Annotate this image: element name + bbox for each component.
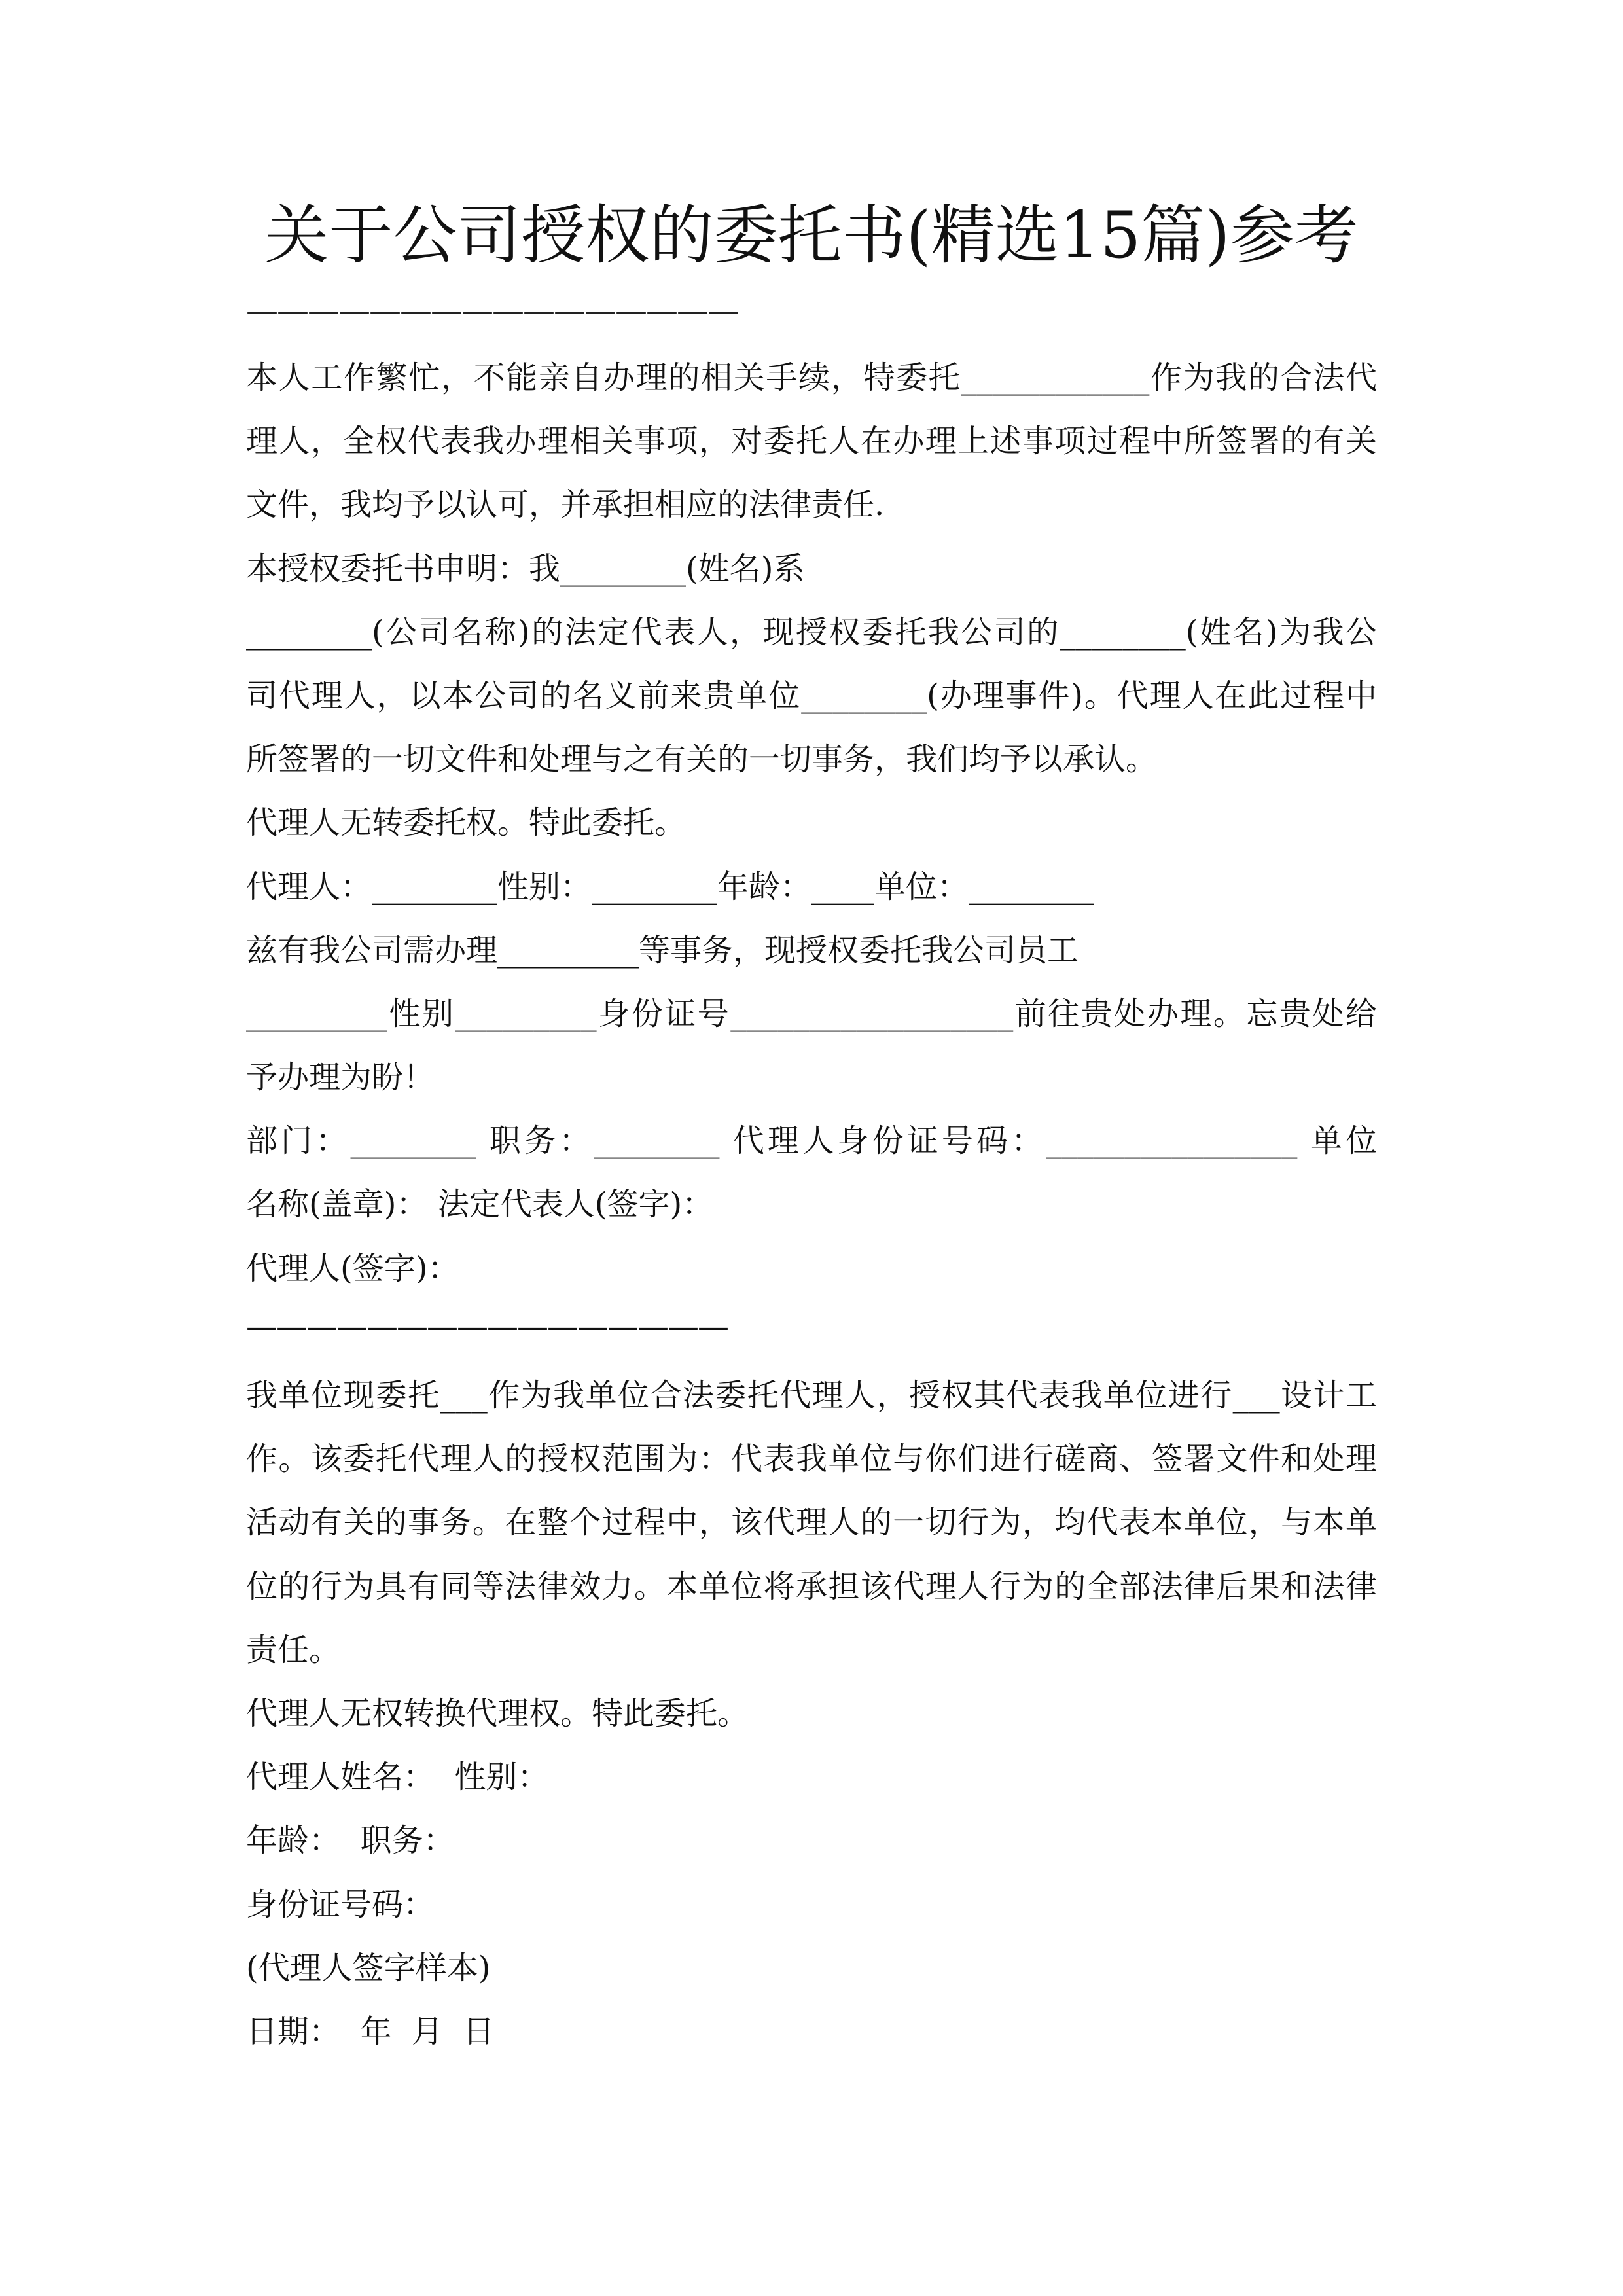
paragraph-line: 部门：________ 职务：________ 代理人身份证号码：________________ 单位 (246, 1122, 1377, 1160)
paragraph-line: 代理人无转委托权。特此委托。 (246, 804, 687, 842)
paragraph-line: 代理人(签字)： (246, 1249, 459, 1287)
paragraph-line: 本人工作繁忙，不能亲自办理的相关手续，特委托____________作为我的合法代 (246, 359, 1377, 396)
paragraph-line: 活动有关的事务。在整个过程中，该代理人的一切行为，均代表本单位，与本单 (246, 1504, 1377, 1541)
paragraph-line: 代理人姓名： 性别： (246, 1759, 549, 1796)
paragraph-line: 位的行为具有同等法律效力。本单位将承担该代理人行为的全部法律后果和法律 (246, 1568, 1377, 1605)
document-title: 关于公司授权的委托书(精选15篇)参考 (264, 198, 1359, 273)
document-body (246, 346, 1377, 2064)
divider-middle: ———————————————— (246, 1308, 728, 1345)
paragraph-line: 理人，全权代表我办理相关事项，对委托人在办理上述事项过程中所签署的有关 (246, 423, 1377, 460)
paragraph-line: 年龄： 职务： (246, 1822, 455, 1859)
paragraph-line: 所签署的一切文件和处理与之有关的一切事务，我们均予以承认。 (246, 741, 1158, 778)
paragraph-line: 代理人：________性别：________年龄：____单位：________ (246, 868, 1095, 905)
paragraph-line: 予办理为盼！ (246, 1059, 435, 1096)
paragraph-line: ________(公司名称)的法定代表人，现授权委托我公司的________(姓名)为我公 (246, 613, 1377, 651)
paragraph-line: _________性别_________身份证号__________________前往贵处办理。忘贵处给 (246, 995, 1377, 1032)
paragraph-line: 文件，我均予以认可，并承担相应的法律责任. (246, 486, 885, 524)
paragraph-line: 日期： 年 月 日 (246, 2013, 495, 2050)
paragraph-line: 作。该委托代理人的授权范围为：代表我单位与你们进行磋商、签署文件和处理 (246, 1441, 1377, 1478)
paragraph-line: 名称(盖章)： 法定代表人(签字)： (246, 1186, 714, 1223)
paragraph-line: 责任。 (246, 1631, 341, 1668)
paragraph-line: 身份证号码： (246, 1886, 435, 1923)
divider-top: ———————————————— (246, 292, 738, 329)
paragraph-line: 司代理人，以本公司的名义前来贵单位________(办理事件)。代理人在此过程中 (246, 677, 1377, 714)
paragraph-line: 我单位现委托___作为我单位合法委托代理人，授权其代表我单位进行___设计工 (246, 1377, 1377, 1414)
paragraph-line: (代理人签字样本) (246, 1949, 491, 1986)
paragraph-line: 本授权委托书申明：我________(姓名)系 (246, 550, 805, 587)
paragraph-line: 代理人无权转换代理权。特此委托。 (246, 1695, 749, 1732)
paragraph-line: 兹有我公司需办理_________等事务，现授权委托我公司员工 (246, 931, 1079, 969)
